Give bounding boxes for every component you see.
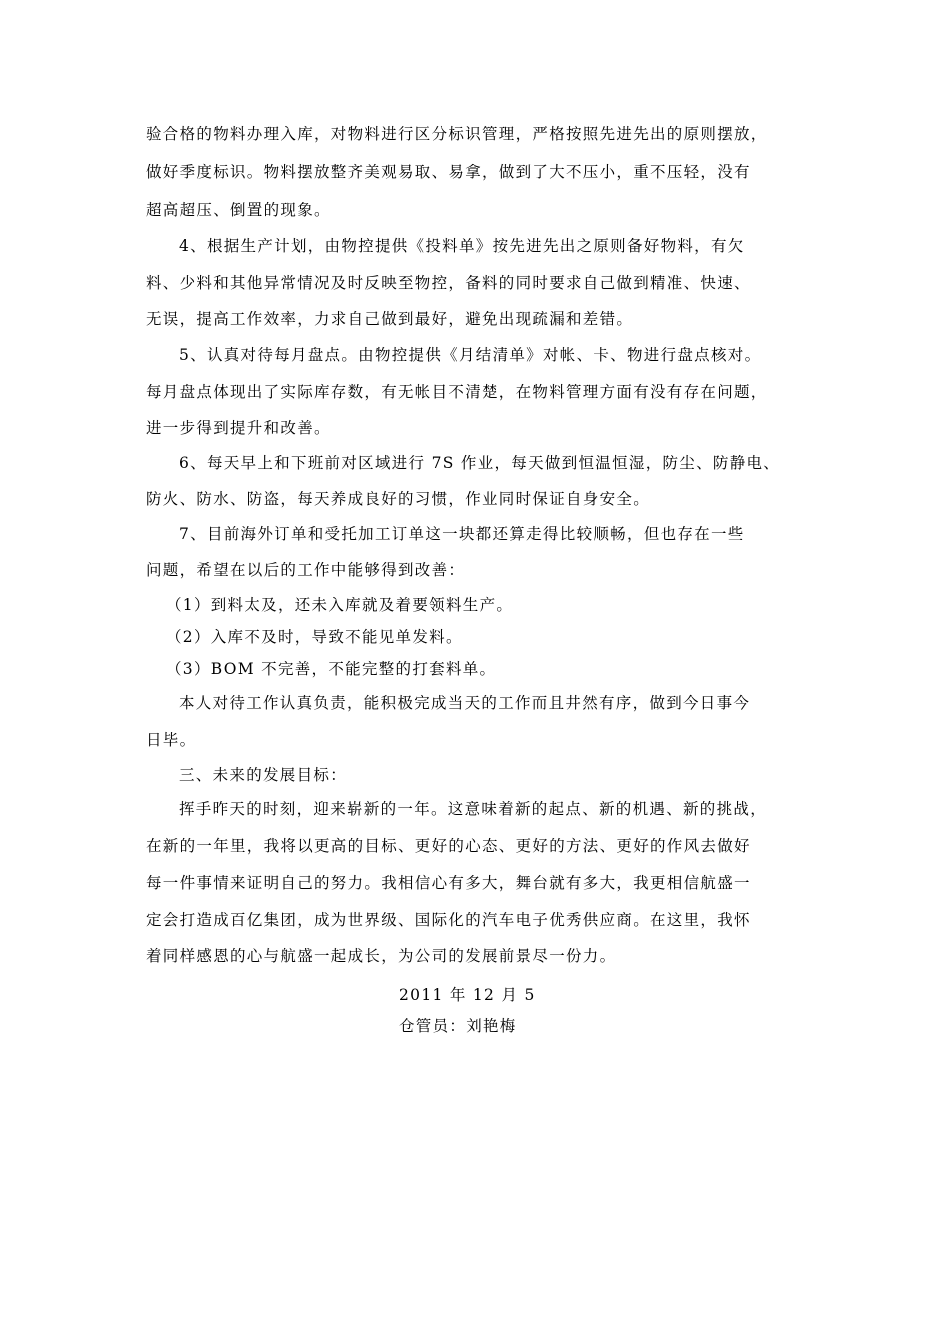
list-item: （2）入库不及时，导致不能见单发料。 <box>166 628 463 646</box>
body-line: 本人对待工作认真负责，能积极完成当天的工作而且井然有序，做到今日事今 <box>179 694 751 712</box>
list-item: （1）到料太及，还未入库就及着要领料生产。 <box>166 596 514 614</box>
list-item: （3）BOM 不完善，不能完整的打套料单。 <box>166 660 497 678</box>
body-line: 料、少料和其他异常情况及时反映至物控，备料的同时要求自己做到精准、快速、 <box>146 274 751 292</box>
body-line: 验合格的物料办理入库，对物料进行区分标识管理，严格按照先进先出的原则摆放， <box>146 125 768 143</box>
body-line: 着同样感恩的心与航盛一起成长，为公司的发展前景尽一份力。 <box>146 947 617 965</box>
body-line: 定会打造成百亿集团，成为世界级、国际化的汽车电子优秀供应商。在这里，我怀 <box>146 911 751 929</box>
body-line: 日毕。 <box>146 731 197 749</box>
body-line: 在新的一年里，我将以更高的目标、更好的心态、更好的方法、更好的作风去做好 <box>146 837 751 855</box>
body-line: 5、认真对待每月盘点。由物控提供《月结清单》对帐、卡、物进行盘点核对。 <box>179 346 762 364</box>
body-line: 进一步得到提升和改善。 <box>146 419 331 437</box>
body-line: 问题，希望在以后的工作中能够得到改善： <box>146 561 466 579</box>
body-line: 防火、防水、防盗，每天养成良好的习惯，作业同时保证自身安全。 <box>146 490 651 508</box>
document-date: 2011 年 12 月 5 <box>399 986 536 1004</box>
section-heading: 三、未来的发展目标： <box>179 766 348 784</box>
body-line: 做好季度标识。物料摆放整齐美观易取、易拿，做到了大不压小，重不压轻，没有 <box>146 163 751 181</box>
body-line: 每一件事情来证明自己的努力。我相信心有多大，舞台就有多大，我更相信航盛一 <box>146 874 751 892</box>
body-line: 7、目前海外订单和受托加工订单这一块都还算走得比较顺畅，但也存在一些 <box>179 525 745 543</box>
body-line: 每月盘点体现出了实际库存数，有无帐目不清楚，在物料管理方面有没有存在问题， <box>146 383 768 401</box>
signature: 仓管员：刘艳梅 <box>399 1017 517 1035</box>
body-line: 6、每天早上和下班前对区域进行 7S 作业，每天做到恒温恒湿，防尘、防静电、 <box>179 454 781 472</box>
body-line: 挥手昨天的时刻，迎来崭新的一年。这意味着新的起点、新的机遇、新的挑战， <box>179 800 768 818</box>
body-line: 4、根据生产计划，由物控提供《投料单》按先进先出之原则备好物料，有欠 <box>179 237 745 255</box>
body-line: 无误，提高工作效率，力求自己做到最好，避免出现疏漏和差错。 <box>146 310 634 328</box>
body-line: 超高超压、倒置的现象。 <box>146 201 331 219</box>
